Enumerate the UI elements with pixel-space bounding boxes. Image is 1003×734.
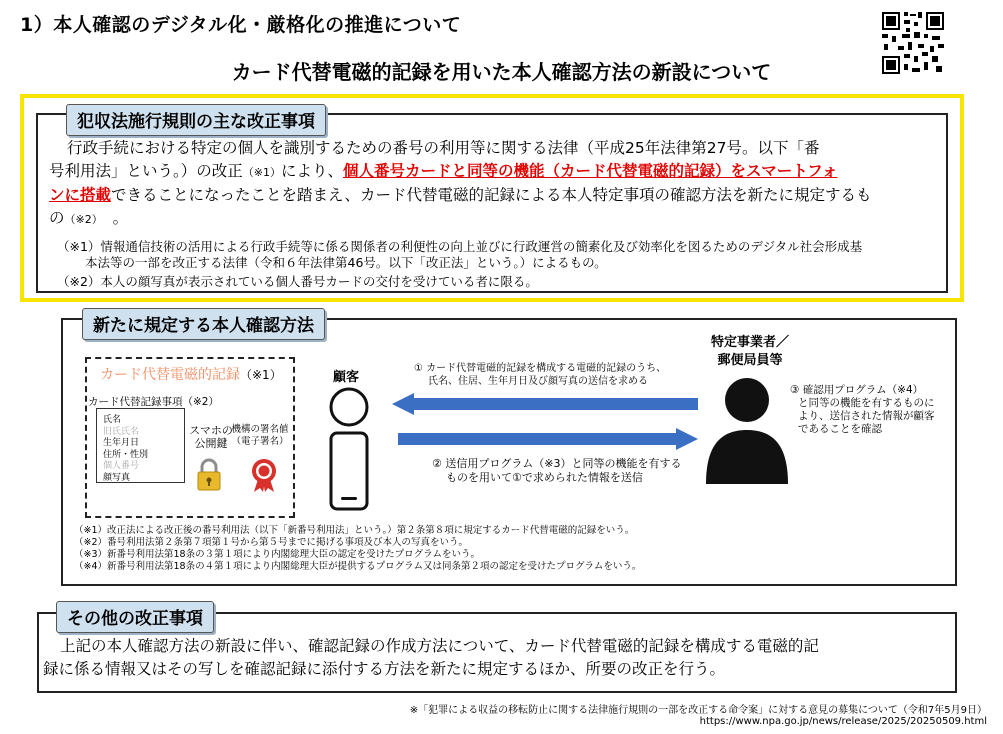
request-arrow-icon	[392, 393, 698, 415]
card-record-label: カード代替電磁的記録（※1）	[100, 367, 282, 383]
card-items-list	[103, 415, 148, 484]
footnote-2: （※2）番号利用法第２条第７項第１号から第５号までに掲げる事項及び本人の写真をいう。	[74, 537, 469, 548]
page-heading: 1）本人確認のデジタル化・厳格化の推進について	[20, 14, 462, 36]
card-item: 生年月日	[103, 438, 140, 448]
highlighted-text: 個人番号カードと同等の機能（カード代替電磁的記録）をスマートフォ	[343, 162, 838, 180]
footnote-4: （※4）新番号利用法第18条の４第１項により内閣総理大臣が提供するプログラム又は同条第２項の認定を受けたプログラムをいう。	[74, 561, 642, 572]
note-1-line-1: （※1）情報通信技術の活用による行政手続等に係る関係者の利便性の向上並びに行政運営の簡素化及び効率化を図るためのデジタル社会形成基	[57, 239, 863, 254]
amendment-paragraph	[49, 137, 872, 231]
note-1	[57, 239, 862, 271]
qr-code-icon[interactable]	[880, 10, 946, 76]
paragraph-text: できることになったことを踏まえ、カード代替電磁的記録による本人特定事項の確認方法を新たに規定するも	[111, 186, 872, 204]
paragraph-text: 。	[112, 209, 129, 227]
card-item: 顔写真	[103, 472, 131, 483]
paragraph-text: の	[49, 209, 65, 227]
person-icon	[323, 385, 375, 515]
lock-icon	[196, 458, 222, 492]
page-subtitle: カード代替電磁的記録を用いた本人確認方法の新設について	[231, 60, 772, 84]
paragraph-line-2	[49, 160, 871, 184]
note-2: （※2）本人の顔写真が表示されている個人番号カードの交付を受けている者に限る。	[57, 274, 538, 289]
card-items-box	[96, 408, 185, 483]
section-tab-other-amendments: その他の改正事項	[56, 601, 214, 633]
source-url-link[interactable]: https://www.npa.go.jp/news/release/2025/20250509.html	[699, 716, 987, 727]
card-item: 氏名	[103, 415, 122, 425]
person-silhouette-icon	[704, 376, 790, 486]
other-amendments-paragraph	[43, 635, 819, 681]
note-ref: （※1）	[242, 166, 281, 179]
card-item: 旧氏氏名	[103, 426, 140, 437]
paragraph-text: により、	[280, 162, 343, 180]
business-label: 特定事業者／ 郵便局員等	[710, 335, 789, 368]
customer-label: 顧客	[333, 370, 360, 385]
signature-label: 機構の署名値 （電子署名）	[231, 424, 289, 447]
method-footnotes	[74, 525, 641, 573]
paragraph-line-2: 録に係る情報又はその写しを確認記録に添付する方法を新たに規定するほか、所要の改正を行う。	[43, 660, 726, 678]
step-3-text: ③ 確認用プログラム（※4） と同等の機能を有するものに より、送信された情報が顧客 であることを確認	[790, 384, 935, 435]
note-ref: （※2）	[64, 213, 103, 226]
send-arrow-icon	[398, 428, 698, 450]
card-items-label: カード代替記録事項（※2）	[88, 396, 219, 408]
paragraph-line-1: 上記の本人確認方法の新設に伴い、確認記録の作成方法について、カード代替電磁的記録を構成する電磁的記	[60, 637, 819, 655]
amendment-summary-section	[20, 94, 964, 302]
paragraph-line-4	[49, 207, 871, 231]
card-item: 個人番号	[103, 461, 140, 471]
pubkey-label: スマホの 公開鍵	[189, 424, 233, 450]
section-tab-main-amendments: 犯収法施行規則の主な改正事項	[66, 104, 326, 136]
award-seal-icon	[249, 457, 279, 493]
step-2-text: ② 送信用プログラム（※3）と同等の機能を有する ものを用いて①で求められた情報を送信	[432, 457, 682, 484]
card-item: 住所・性別	[103, 449, 149, 460]
paragraph-line-3	[49, 184, 871, 207]
paragraph-text: 号利用法」という。）の改正	[49, 162, 243, 180]
highlighted-text: ンに搭載	[49, 186, 112, 204]
paragraph-line-1: 行政手続における特定の個人を識別するための番号の利用等に関する法律（平成25年法律第27号。以下「番	[67, 139, 820, 157]
source-note: ※「犯罪による収益の移転防止に関する法律施行規則の一部を改正する命令案」に対する意見の募集について（令和7年5月9日）	[409, 705, 987, 716]
note-1-line-2: 本法等の一部を改正する法律（令和６年法律第46号。以下「改正法」という。）によるもの。	[85, 255, 607, 270]
footnote-1: （※1）改正法による改正後の番号利用法（以下「新番号利用法」という。）第２条第８項に規定するカード代替電磁的記録をいう。	[74, 525, 635, 536]
footnote-3: （※3）新番号利用法第18条の３第１項により内閣総理大臣の認定を受けたプログラムをいう。	[74, 549, 480, 560]
section-tab-new-method: 新たに規定する本人確認方法	[82, 308, 325, 340]
step-1-text: ① カード代替電磁的記録を構成する電磁的記録のうち、 氏名、住居、生年月日及び顔写真の送信を求める	[414, 363, 667, 387]
